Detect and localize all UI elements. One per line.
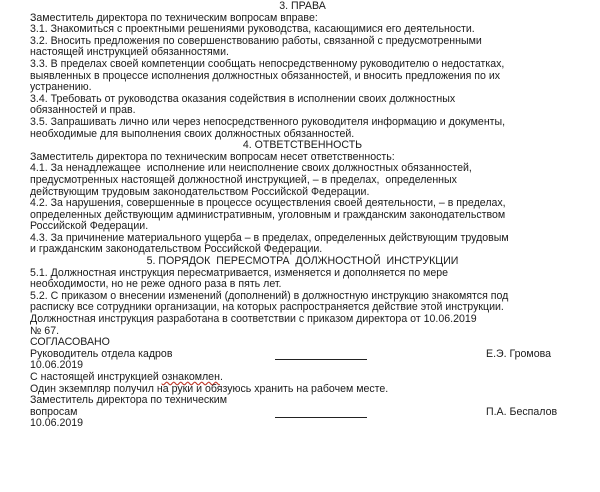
acknowledgement-suffix: . (219, 371, 223, 383)
job-description-document (30, 1, 575, 430)
section-4-line: 4.2. За нарушения, совершенные в процессе осуществления своей деятельности, – в пределах, (30, 197, 506, 210)
section-3-line: 3.4. Требовать от руководства оказания содействия в исполнении своих должностных (30, 92, 456, 105)
acknowledgement-signature-line (275, 417, 367, 418)
acknowledged-word: ознакомлен (161, 371, 220, 383)
section-4-line: предусмотренных настоящей должностной инструкцией, – в пределах, определенных (30, 173, 457, 186)
section-4-intro: Заместитель директора по техническим вопросам несет ответственность: (30, 150, 395, 163)
approval-label: СОГЛАСОВАНО (30, 336, 110, 349)
section-4-line: и гражданским законодательством Российской Федерации. (30, 243, 323, 256)
section-3-line: 3.1. Знакомиться с проектными решениями руководства, касающимися его деятельности. (30, 23, 475, 36)
acknowledgement-name: П.А. Беспалов (486, 405, 558, 418)
approval-signature-row (30, 349, 575, 361)
section-3-line: настоящей инструкцией обязанностями. (30, 46, 229, 59)
acknowledgement-position-line-1: Заместитель директора по техническим (30, 394, 228, 407)
section-5-heading: 5. ПОРЯДОК ПЕРЕСМОТРА ДОЛЖНОСТНОЙ ИНСТРУКЦИИ (146, 255, 459, 268)
section-5-line: № 67. (30, 324, 60, 337)
section-3-line: 3.5. Запрашивать лично или через непосредственного руководителя информацию и документы, (30, 115, 506, 128)
section-5-line: 5.1. Должностная инструкция пересматривается, изменяется и дополняется по мере (30, 266, 449, 279)
section-5-line: 5.2. С приказом о внесении изменений (дополнений) в должностную инструкцию знакомятся под (30, 289, 509, 302)
approval-name: Е.Э. Громова (486, 347, 552, 360)
section-3-intro: Заместитель директора по техническим вопросам вправе: (30, 11, 318, 24)
section-4-line: 4.3. За причинение материального ущерба – в пределах, определенных действующим трудовым (30, 231, 509, 244)
section-4-heading: 4. ОТВЕТСТВЕННОСТЬ (242, 139, 363, 152)
acknowledgement-date: 10.06.2019 (30, 417, 84, 430)
section-3-line: обязанностей и прав. (30, 104, 136, 117)
approval-position: Руководитель отдела кадров (30, 347, 173, 360)
approval-date: 10.06.2019 (30, 359, 84, 372)
section-5-line: расписку все сотрудники организации, на которых распространяется действие этой инструкции. (30, 301, 504, 314)
acknowledgement-position-line-2: вопросам (30, 405, 78, 418)
section-3-line: необходимые для выполнения своих должностных обязанностей. (30, 127, 355, 140)
section-4-line: 4.1. За ненадлежащее исполнение или неисполнение своих должностных обязанностей, (30, 162, 472, 175)
acknowledgement-prefix: С настоящей инструкцией (30, 371, 162, 383)
section-4-line: Российской Федерации. (30, 220, 149, 233)
acknowledgement-line-2: Один экземпляр получил на руки и обязуюсь хранить на рабочем месте. (30, 382, 389, 395)
section-3-line: 3.2. Вносить предложения по совершенствованию работы, связанной с предусмотренными (30, 34, 482, 47)
section-3-line: 3.3. В пределах своей компетенции сообщать непосредственному руководителю о недостатках, (30, 57, 505, 70)
section-3-heading: 3. ПРАВА (279, 0, 326, 12)
section-4-line: действующим трудовым законодательством Российской Федерации. (30, 185, 370, 198)
acknowledgement-signature-row (30, 407, 575, 419)
acknowledgement-line-1 (30, 372, 575, 384)
section-5-line: Должностная инструкция разработана в соответствии с приказом директора от 10.06.2019 (30, 313, 477, 326)
approval-signature-line (275, 359, 367, 360)
section-3-line: устранению. (30, 81, 92, 94)
section-4-line: определенных действующим административным, уголовным и гражданским законодательством (30, 208, 506, 221)
section-3-line: выявленных в процессе исполнения должностных обязанностей, и вносить предложения по их (30, 69, 501, 82)
section-5-line: необходимости, но не реже одного раза в пять лет. (30, 278, 282, 291)
